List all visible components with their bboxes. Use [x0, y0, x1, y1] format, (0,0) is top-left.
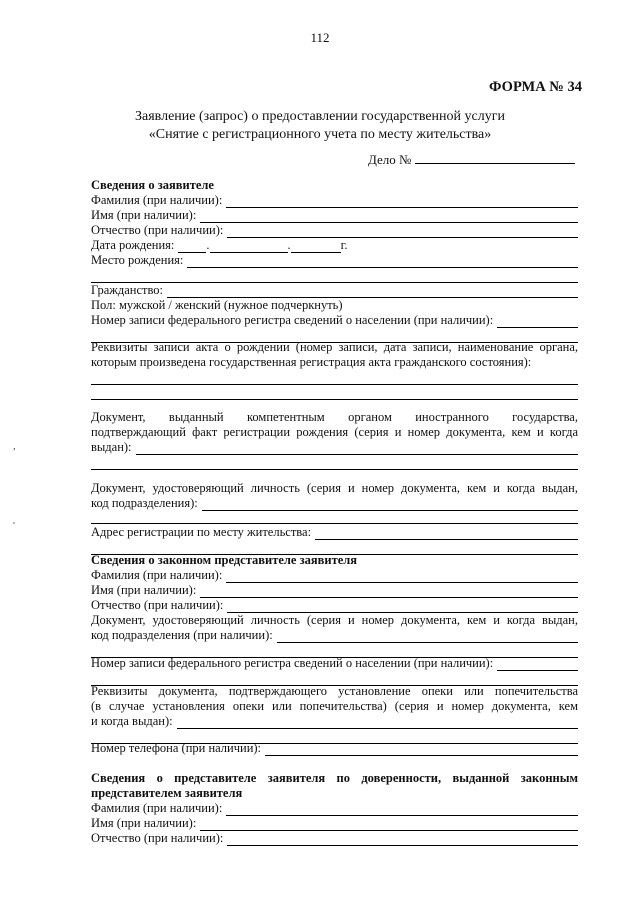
- field-label: Отчество (при наличии):: [91, 598, 224, 612]
- id-doc-block: [91, 481, 578, 524]
- legal-rep-patronymic-input[interactable]: [227, 601, 578, 613]
- legal-rep-registry-field: [91, 656, 578, 671]
- scan-mark: ': [13, 520, 15, 532]
- guardianship-block: [91, 684, 578, 744]
- field-label: код подразделения (при наличии):: [91, 628, 273, 642]
- applicant-surname-field: [91, 193, 578, 208]
- guardianship-label-2: (в случае установления опеки или попечительства) (серия и номер документа, кем: [91, 699, 578, 713]
- field-label: Пол: мужской / женский (нужное подчеркнуть): [91, 298, 343, 312]
- field-label: Имя (при наличии):: [91, 816, 197, 830]
- field-label: код подразделения):: [91, 496, 198, 510]
- address-block: [91, 525, 578, 555]
- field-label: выдан):: [91, 440, 132, 454]
- case-label: Дело №: [368, 152, 412, 167]
- proxy-rep-heading-1: Сведения о представителе заявителя по доверенности, выданной законным: [91, 771, 578, 785]
- legal-rep-name-input[interactable]: [200, 586, 578, 598]
- field-label: Номер телефона (при наличии):: [91, 741, 262, 755]
- applicant-patronymic-input[interactable]: [227, 226, 578, 238]
- legal-rep-patronymic-field: [91, 598, 578, 613]
- date-separator: .: [287, 238, 291, 252]
- proxy-rep-name-field: [91, 816, 578, 831]
- applicant-surname-input[interactable]: [226, 196, 578, 208]
- id-doc-field: [91, 496, 578, 511]
- foreign-doc-block: [91, 410, 578, 470]
- applicant-patronymic-field: [91, 223, 578, 238]
- applicant-citizenship-field: [91, 283, 578, 298]
- foreign-doc-label-2: подтверждающий факт регистрации рождения (серия и номер документа, кем и когда: [91, 425, 578, 439]
- applicant-registry-field: [91, 313, 578, 328]
- foreign-doc-field: [91, 440, 578, 455]
- field-label: Номер записи федерального регистра сведений о населении (при наличии):: [91, 313, 494, 327]
- birth-record-line-2[interactable]: [91, 385, 578, 400]
- id-doc-line-2[interactable]: [91, 511, 578, 524]
- proxy-rep-surname-field: [91, 801, 578, 816]
- birth-record-label-1: Реквизиты записи акта о рождении (номер записи, дата записи, наименование органа,: [91, 340, 578, 354]
- scan-mark: ,: [13, 440, 16, 452]
- birth-record-label-2: которым произведена государственная регистрация акта гражданского состояния):: [91, 355, 532, 369]
- field-label: Имя (при наличии):: [91, 583, 197, 597]
- foreign-doc-line-2[interactable]: [91, 455, 578, 470]
- field-label: Отчество (при наличии):: [91, 831, 224, 845]
- title-line-2: «Снятие с регистрационного учета по месту жительства»: [148, 127, 492, 142]
- proxy-rep-name-input[interactable]: [200, 819, 578, 831]
- field-label: Дата рождения:: [91, 238, 175, 252]
- date-separator: .: [206, 238, 210, 252]
- legal-rep-surname-input[interactable]: [226, 571, 578, 583]
- applicant-registry-input[interactable]: [497, 316, 578, 328]
- birth-record-line-1[interactable]: [91, 370, 578, 385]
- field-label: Фамилия (при наличии):: [91, 801, 223, 815]
- proxy-rep-heading-2: представителем заявителя: [91, 786, 243, 800]
- legal-rep-name-field: [91, 583, 578, 598]
- field-label: Адрес регистрации по месту жительства:: [91, 525, 312, 539]
- guardianship-input[interactable]: [177, 717, 578, 729]
- birth-year-input[interactable]: [291, 242, 341, 253]
- applicant-birthplace-input[interactable]: [187, 256, 578, 268]
- field-label: Гражданство:: [91, 283, 164, 297]
- case-number-line[interactable]: [415, 153, 575, 164]
- proxy-rep-surname-input[interactable]: [226, 804, 578, 816]
- year-suffix: г.: [340, 238, 348, 252]
- applicant-name-input[interactable]: [200, 211, 578, 223]
- field-label: Фамилия (при наличии):: [91, 193, 223, 207]
- applicant-name-field: [91, 208, 578, 223]
- legal-rep-heading: Сведения о законном представителе заявителя: [91, 553, 358, 567]
- form-number: ФОРМА № 34: [489, 79, 582, 95]
- legal-rep-registry-block: [91, 656, 578, 686]
- applicant-section: [91, 178, 578, 343]
- field-label: Место рождения:: [91, 253, 184, 267]
- phone-input[interactable]: [265, 744, 578, 756]
- legal-rep-registry-input[interactable]: [497, 659, 578, 671]
- legal-rep-section: [91, 553, 578, 658]
- applicant-heading: Сведения о заявителе: [91, 178, 214, 192]
- proxy-rep-patronymic-input[interactable]: [227, 834, 578, 846]
- id-doc-label-1: Документ, удостоверяющий личность (серия и номер документа, кем и когда выдан,: [91, 481, 578, 495]
- birthplace-continuation-line[interactable]: [91, 268, 578, 283]
- foreign-doc-label-1: Документ, выданный компетентным органом иностранного государства,: [91, 410, 578, 424]
- field-label: и когда выдан):: [91, 714, 173, 728]
- proxy-rep-section: [91, 771, 578, 846]
- proxy-rep-patronymic-field: [91, 831, 578, 846]
- birth-month-input[interactable]: [210, 242, 288, 253]
- guardianship-field: [91, 714, 578, 729]
- birth-day-input[interactable]: [178, 242, 206, 253]
- guardianship-label-1: Реквизиты документа, подтверждающего установление опеки или попечительства: [91, 684, 578, 698]
- foreign-doc-input[interactable]: [136, 443, 578, 455]
- legal-rep-id-input[interactable]: [277, 631, 578, 643]
- applicant-birthplace-field: [91, 253, 578, 268]
- page-number: 112: [310, 30, 330, 45]
- address-input[interactable]: [315, 528, 578, 540]
- field-label: Фамилия (при наличии):: [91, 568, 223, 582]
- address-field: [91, 525, 578, 540]
- legal-rep-id-label-1: Документ, удостоверяющий личность (серия и номер документа, кем и когда выдан,: [91, 613, 578, 627]
- id-doc-input[interactable]: [202, 499, 578, 511]
- applicant-citizenship-input[interactable]: [167, 286, 578, 298]
- case-number-field: [368, 152, 575, 168]
- field-label: Имя (при наличии):: [91, 208, 197, 222]
- birth-record-block: [91, 340, 578, 400]
- title-line-1: Заявление (запрос) о предоставлении государственной услуги: [135, 109, 505, 124]
- applicant-birthdate-field: [91, 238, 578, 253]
- field-label: Номер записи федерального регистра сведений о населении (при наличии):: [91, 656, 494, 670]
- legal-rep-surname-field: [91, 568, 578, 583]
- phone-block: [91, 741, 578, 756]
- phone-field: [91, 741, 578, 756]
- applicant-sex-field: [91, 298, 578, 313]
- form-title: [0, 108, 640, 144]
- legal-rep-id-field: [91, 628, 578, 643]
- field-label: Отчество (при наличии):: [91, 223, 224, 237]
